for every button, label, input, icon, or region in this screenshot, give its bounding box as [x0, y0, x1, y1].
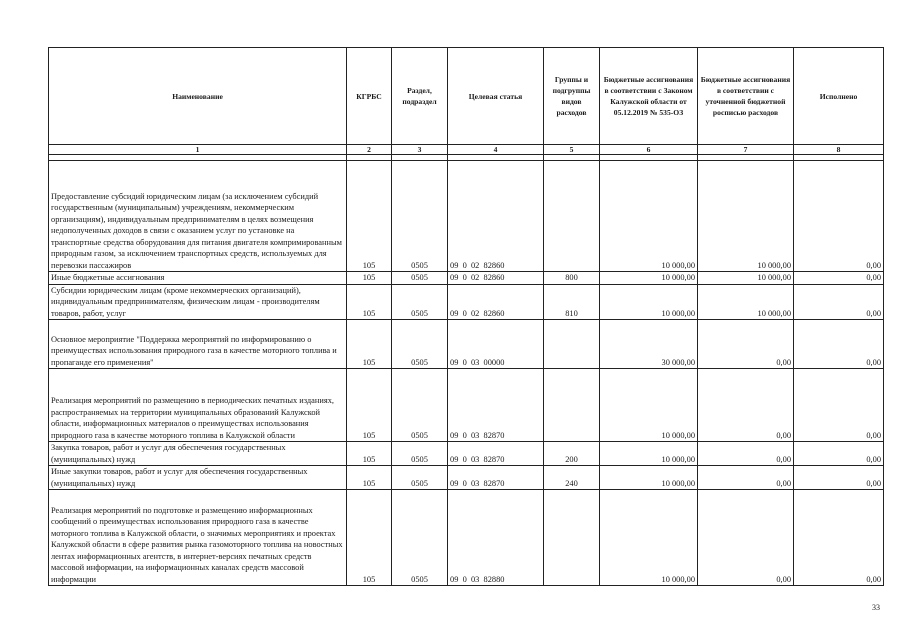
- table-row: [49, 466, 884, 490]
- cell-kgrbs: 105: [347, 490, 392, 586]
- cell-section: 0505: [392, 442, 448, 466]
- cell-executed: 0,00: [794, 442, 884, 466]
- col-number: 2: [347, 145, 392, 155]
- table-row: [49, 320, 884, 369]
- cell-executed: 0,00: [794, 272, 884, 285]
- cell-budget-refined: 0,00: [698, 442, 794, 466]
- col-header-expense-group: Группы и подгруппы видов расходов: [544, 48, 600, 145]
- cell-budget-law: 10 000,00: [600, 490, 698, 586]
- cell-budget-refined: 0,00: [698, 466, 794, 490]
- table-row: [49, 490, 884, 586]
- cell-expense-group: 240: [544, 466, 600, 490]
- cell-section: 0505: [392, 466, 448, 490]
- table-row: [49, 272, 884, 285]
- table-row: [49, 284, 884, 320]
- cell-kgrbs: 105: [347, 272, 392, 285]
- cell-expense-group: [544, 369, 600, 442]
- cell-expense-group: [544, 490, 600, 586]
- cell-kgrbs: 105: [347, 284, 392, 320]
- cell-budget-law: 10 000,00: [600, 272, 698, 285]
- cell-executed: 0,00: [794, 466, 884, 490]
- col-number: 8: [794, 145, 884, 155]
- cell-expense-group: [544, 161, 600, 272]
- cell-budget-law: 10 000,00: [600, 442, 698, 466]
- table-row: [49, 369, 884, 442]
- table-header-row: [49, 48, 884, 145]
- cell-kgrbs: 105: [347, 369, 392, 442]
- cell-target-article: 09 0 03 82870: [448, 466, 544, 490]
- cell-budget-refined: 0,00: [698, 320, 794, 369]
- col-number: 3: [392, 145, 448, 155]
- cell-expense-group: 200: [544, 442, 600, 466]
- cell-budget-refined: 0,00: [698, 490, 794, 586]
- cell-budget-law: 10 000,00: [600, 369, 698, 442]
- col-number: 6: [600, 145, 698, 155]
- cell-executed: 0,00: [794, 161, 884, 272]
- cell-name: Предоставление субсидий юридическим лицам (за исключением субсидий государственным (муниципальным) учреждениям, некоммерческим организациям), индивидуальным предпринимателям в целях возмещения недополученных доходов в связи с оказанием услуг по установке на транспортные средства оборудования для питания двигателя компримированным природным газом, за исключением транспортных средств, используемых для перевозки пассажиров: [49, 161, 347, 272]
- cell-name: Основное мероприятие "Поддержка мероприятий по информированию о преимуществах использования природного газа в качестве моторного топлива и пропаганде его применения": [49, 320, 347, 369]
- cell-name: Реализация мероприятий по подготовке и размещению информационных сообщений о преимуществах использования природного газа в качестве моторного топлива в Калужской области, о значимых мероприятиях и проектах Калужской области в сфере развития рынка газомоторного топлива на новостных лентах информационных агентств, в интернет-версиях печатных средств массовой информации, на информационных каналах средств массовой информации: [49, 490, 347, 586]
- cell-expense-group: [544, 320, 600, 369]
- budget-table: [48, 47, 884, 586]
- cell-executed: 0,00: [794, 284, 884, 320]
- table-row: [49, 161, 884, 272]
- col-header-budget-refined: Бюджетные ассигнования в соответствии с уточненной бюджетной росписью расходов: [698, 48, 794, 145]
- col-number: 1: [49, 145, 347, 155]
- cell-executed: 0,00: [794, 369, 884, 442]
- cell-name: Субсидии юридическим лицам (кроме некоммерческих организаций), индивидуальным предпринимателям, физическим лицам - производителям товаров, работ, услуг: [49, 284, 347, 320]
- cell-kgrbs: 105: [347, 161, 392, 272]
- cell-budget-law: 30 000,00: [600, 320, 698, 369]
- col-number: 7: [698, 145, 794, 155]
- cell-section: 0505: [392, 490, 448, 586]
- cell-budget-refined: 10 000,00: [698, 272, 794, 285]
- cell-section: 0505: [392, 320, 448, 369]
- col-header-executed: Исполнено: [794, 48, 884, 145]
- cell-budget-refined: 0,00: [698, 369, 794, 442]
- cell-budget-law: 10 000,00: [600, 284, 698, 320]
- col-header-kgrbs: КГРБС: [347, 48, 392, 145]
- column-number-row: [49, 145, 884, 155]
- cell-name: Закупка товаров, работ и услуг для обеспечения государственных (муниципальных) нужд: [49, 442, 347, 466]
- col-header-section: Раздел, подраздел: [392, 48, 448, 145]
- col-header-name: Наименование: [49, 48, 347, 145]
- cell-target-article: 09 0 03 00000: [448, 320, 544, 369]
- page-number: 33: [872, 603, 880, 612]
- cell-target-article: 09 0 03 82880: [448, 490, 544, 586]
- cell-target-article: 09 0 03 82870: [448, 442, 544, 466]
- cell-target-article: 09 0 02 82860: [448, 284, 544, 320]
- cell-executed: 0,00: [794, 320, 884, 369]
- col-header-budget-law: Бюджетные ассигнования в соответствии с Законом Калужской области от 05.12.2019 № 535-ОЗ: [600, 48, 698, 145]
- cell-budget-refined: 10 000,00: [698, 161, 794, 272]
- cell-name: Реализация мероприятий по размещению в периодических печатных изданиях, распространяемых на территории муниципальных образований Калужской области, информационных материалов о преимуществах использования природного газа в качестве моторного топлива в Калужской области: [49, 369, 347, 442]
- cell-kgrbs: 105: [347, 320, 392, 369]
- cell-expense-group: 800: [544, 272, 600, 285]
- cell-section: 0505: [392, 272, 448, 285]
- cell-target-article: 09 0 02 82860: [448, 161, 544, 272]
- cell-name: Иные закупки товаров, работ и услуг для обеспечения государственных (муниципальных) нужд: [49, 466, 347, 490]
- table-row: [49, 442, 884, 466]
- cell-kgrbs: 105: [347, 466, 392, 490]
- cell-section: 0505: [392, 161, 448, 272]
- cell-expense-group: 810: [544, 284, 600, 320]
- cell-section: 0505: [392, 284, 448, 320]
- table-body: [49, 161, 884, 586]
- cell-executed: 0,00: [794, 490, 884, 586]
- cell-budget-law: 10 000,00: [600, 466, 698, 490]
- cell-target-article: 09 0 03 82870: [448, 369, 544, 442]
- col-header-target-article: Целевая статья: [448, 48, 544, 145]
- col-number: 5: [544, 145, 600, 155]
- cell-budget-law: 10 000,00: [600, 161, 698, 272]
- cell-target-article: 09 0 02 82860: [448, 272, 544, 285]
- cell-budget-refined: 10 000,00: [698, 284, 794, 320]
- cell-kgrbs: 105: [347, 442, 392, 466]
- cell-name: Иные бюджетные ассигнования: [49, 272, 347, 285]
- cell-section: 0505: [392, 369, 448, 442]
- col-number: 4: [448, 145, 544, 155]
